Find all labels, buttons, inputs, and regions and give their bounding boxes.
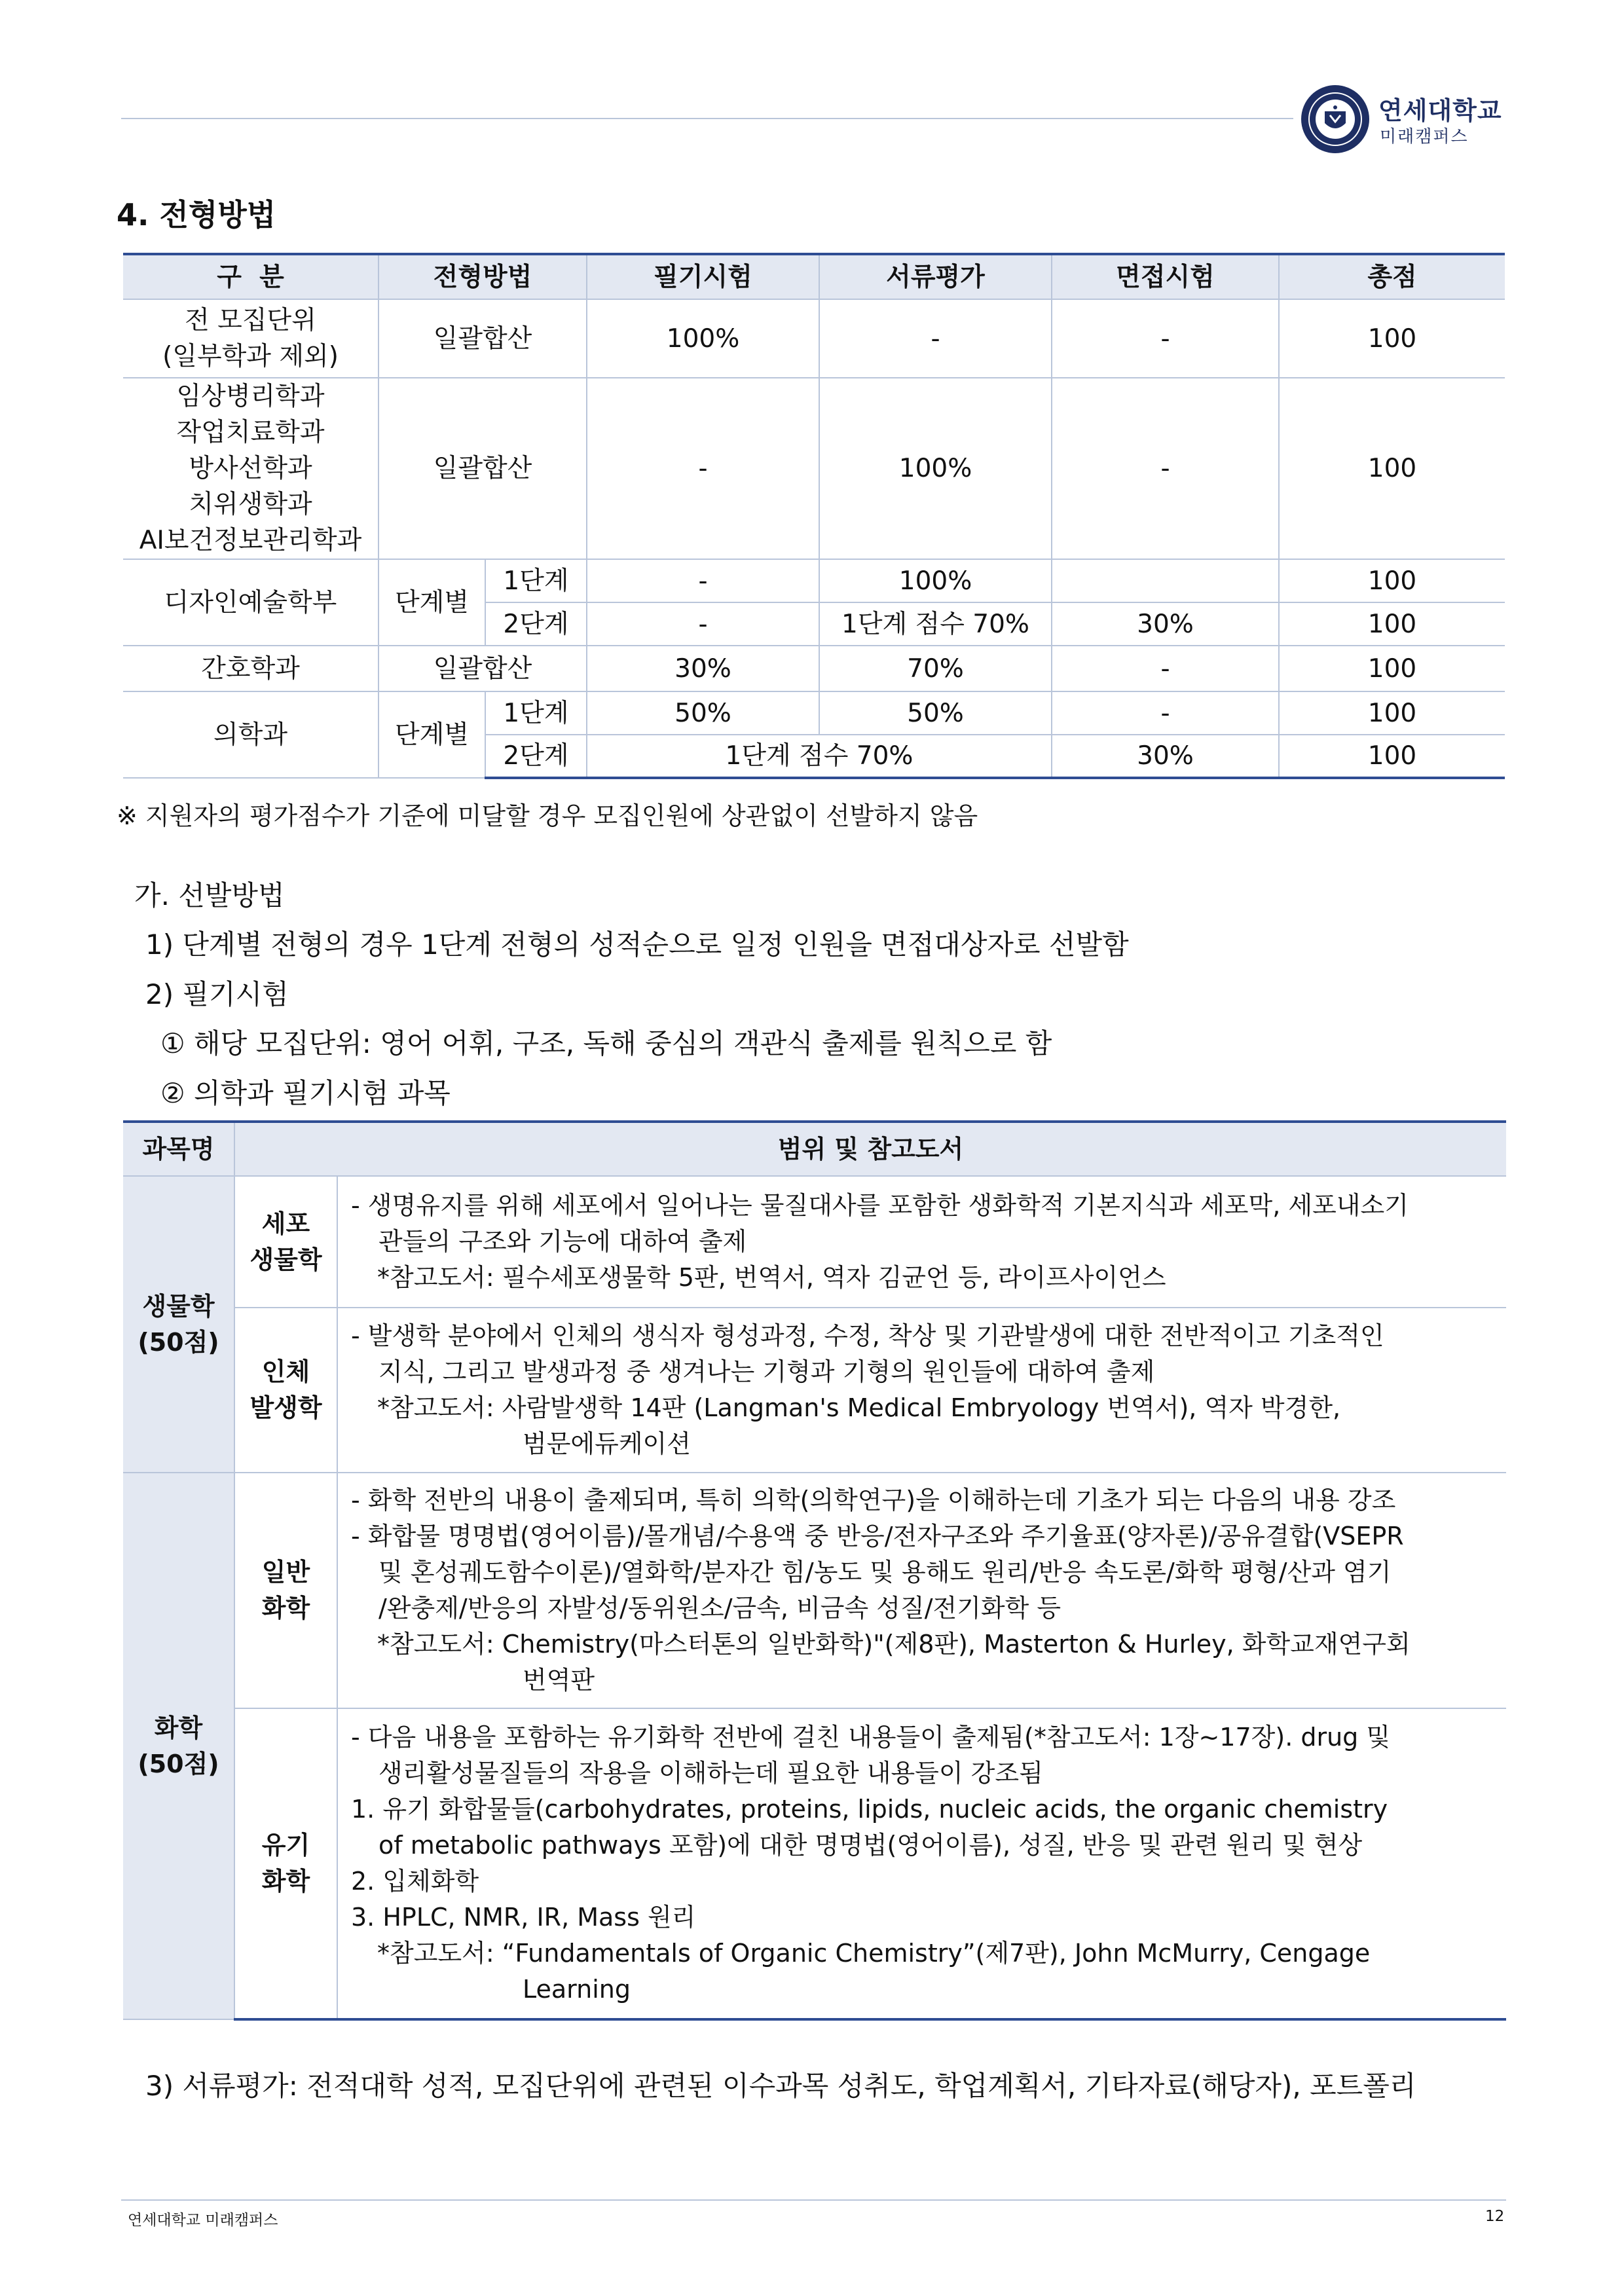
subsubject-organic-chemistry: 유기 화학: [234, 1708, 337, 2019]
docs-cell: 70%: [819, 646, 1052, 691]
subject-biology: 생물학 (50점): [123, 1176, 234, 1473]
written-cell: 100%: [587, 299, 819, 378]
subsubject-cell-biology: 세포 생물학: [234, 1176, 337, 1308]
header-subject: 과목명: [123, 1122, 234, 1176]
header-interview: 면접시험: [1052, 254, 1279, 299]
total-cell: 100: [1279, 691, 1505, 735]
unit-cell: 전 모집단위 (일부학과 제외): [123, 299, 378, 378]
unit-cell: 임상병리학과 작업치료학과 방사선학과 치위생학과 AI보건정보관리학과: [123, 378, 378, 559]
interview-cell: -: [1052, 691, 1279, 735]
interview-cell: 30%: [1052, 602, 1279, 646]
docs-cell: 1단계 점수 70%: [819, 602, 1052, 646]
stage-cell: 1단계: [485, 559, 587, 602]
written-cell: -: [587, 559, 819, 602]
written-cell: -: [587, 378, 819, 559]
docs-cell: 100%: [819, 559, 1052, 602]
table-row: [123, 1708, 1506, 2019]
subsubject-general-chemistry: 일반 화학: [234, 1473, 337, 1708]
docs-cell: 100%: [819, 378, 1052, 559]
total-cell: 100: [1279, 378, 1505, 559]
footer-divider: [121, 2199, 1506, 2201]
table-row: [123, 691, 1505, 735]
page-number: 12: [1485, 2208, 1505, 2225]
method-cell: 일괄합산: [378, 299, 587, 378]
total-cell: 100: [1279, 602, 1505, 646]
campus-name: 미래캠퍼스: [1380, 127, 1469, 147]
scope-description: - 생명유지를 위해 세포에서 일어나는 물질대사를 포함한 생화학적 기본지식과 세포막, 세포내소기 관들의 구조와 기능에 대하여 출제 *참고도서: 필수세포생물학 5판, 번역서, 역자 김균언 등, 라이프사이언스: [337, 1176, 1506, 1308]
subsection-heading: 가. 선발방법: [134, 879, 285, 911]
unit-cell: 디자인예술학부: [123, 559, 378, 646]
interview-cell: 30%: [1052, 735, 1279, 778]
docs-cell: 50%: [819, 691, 1052, 735]
unit-cell: 간호학과: [123, 646, 378, 691]
medical-exam-subjects-table: [123, 1120, 1506, 2021]
header-total: 총점: [1279, 254, 1505, 299]
stage-cell: 1단계: [485, 691, 587, 735]
method-cell: 일괄합산: [378, 378, 587, 559]
section-title: 4. 전형방법: [117, 197, 276, 232]
table-row: [123, 299, 1505, 378]
written-cell: 50%: [587, 691, 819, 735]
method-cell: 일괄합산: [378, 646, 587, 691]
table-header-row: [123, 1122, 1506, 1176]
total-cell: 100: [1279, 559, 1505, 602]
scope-description: - 발생학 분야에서 인체의 생식자 형성과정, 수정, 착상 및 기관발생에 대한 전반적이고 기초적인 지식, 그리고 발생과정 중 생겨나는 기형과 기형의 원인들에 대하여 출제 *참고도서: 사람발생학 14판 (Langman's Medical Embryology 번역서), 역자 박경한, 범문에듀케이션: [337, 1308, 1506, 1473]
table-header-row: [123, 254, 1505, 299]
university-seal-logo: [1300, 84, 1371, 155]
table-row: [123, 1176, 1506, 1308]
interview-cell: -: [1052, 378, 1279, 559]
table-row: [123, 559, 1505, 602]
footer-university: 연세대학교 미래캠퍼스: [128, 2212, 278, 2229]
table-row: [123, 1473, 1506, 1708]
merged-written-docs-cell: 1단계 점수 70%: [587, 735, 1052, 778]
header-category: 구 분: [123, 254, 378, 299]
table-row: [123, 1308, 1506, 1473]
scope-description: - 다음 내용을 포함하는 유기화학 전반에 걸친 내용들이 출제됨(*참고도서: 1장~17장). drug 및 생리활성물질들의 작용을 이해하는데 필요한 내용들이 강조됨 1. 유기 화합물들(carbohydrates, proteins, lipids, nucleic acids, the organic chemistry of metabolic pathways 포함)에 대한 명명법(영어이름), 성질, 반응 및 관련 원리 및 현상 2. 입체화학 3. HPLC, NMR, IR, Mass 원리 *참고도서: “Fundamentals of Organic Chemistry”(제7판), John McMurry, Cengage Learning: [337, 1708, 1506, 2019]
header-divider: [121, 118, 1293, 119]
scope-description: - 화학 전반의 내용이 출제되며, 특히 의학(의학연구)을 이해하는데 기초가 되는 다음의 내용 강조 - 화합물 명명법(영어이름)/몰개념/수용액 중 반응/전자구조와 주기율표(양자론)/공유결합(VSEPR 및 혼성궤도함수이론)/열화학/분자간 힘/농도 및 용해도 원리/반응 속도론/화학 평형/산과 염기 /완충제/반응의 자발성/동위원소/금속, 비금속 성질/전기화학 등 *참고도서: Chemistry(마스터톤의 일반화학)"(제8판), Masterton & Hurley, 화학교재연구회 번역판: [337, 1473, 1506, 1708]
header-method: 전형방법: [378, 254, 587, 299]
circled-item-2: ② 의학과 필기시험 과목: [160, 1077, 451, 1109]
unit-cell: 의학과: [123, 691, 378, 778]
header-docs: 서류평가: [819, 254, 1052, 299]
selection-method-table: [123, 253, 1505, 779]
docs-cell: -: [819, 299, 1052, 378]
interview-cell: -: [1052, 646, 1279, 691]
paragraph-1: 1) 단계별 전형의 경우 1단계 전형의 성적순으로 일정 인원을 면접대상자로 선발함: [145, 928, 1129, 961]
table-row: [123, 646, 1505, 691]
note-text: ※ 지원자의 평가점수가 기준에 미달할 경우 모집인원에 상관없이 선발하지 않음: [117, 801, 978, 830]
total-cell: 100: [1279, 735, 1505, 778]
stage-cell: 2단계: [485, 735, 587, 778]
paragraph-3: 3) 서류평가: 전적대학 성적, 모집단위에 관련된 이수과목 성취도, 학업계획서, 기타자료(해당자), 포트폴리: [145, 2070, 1416, 2102]
total-cell: 100: [1279, 299, 1505, 378]
paragraph-2: 2) 필기시험: [145, 978, 289, 1010]
interview-cell: [1052, 559, 1279, 602]
university-name: 연세대학교: [1378, 96, 1502, 125]
interview-cell: -: [1052, 299, 1279, 378]
total-cell: 100: [1279, 646, 1505, 691]
circled-item-1: ① 해당 모집단위: 영어 어휘, 구조, 독해 중심의 객관식 출제를 원칙으로 함: [160, 1027, 1052, 1059]
subsubject-embryology: 인체 발생학: [234, 1308, 337, 1473]
written-cell: -: [587, 602, 819, 646]
header-written: 필기시험: [587, 254, 819, 299]
table-row: [123, 378, 1505, 559]
written-cell: 30%: [587, 646, 819, 691]
stage-cell: 2단계: [485, 602, 587, 646]
method-cell: 단계별: [378, 559, 485, 646]
method-cell: 단계별: [378, 691, 485, 778]
subject-chemistry: 화학 (50점): [123, 1473, 234, 2019]
header-scope: 범위 및 참고도서: [234, 1122, 1506, 1176]
